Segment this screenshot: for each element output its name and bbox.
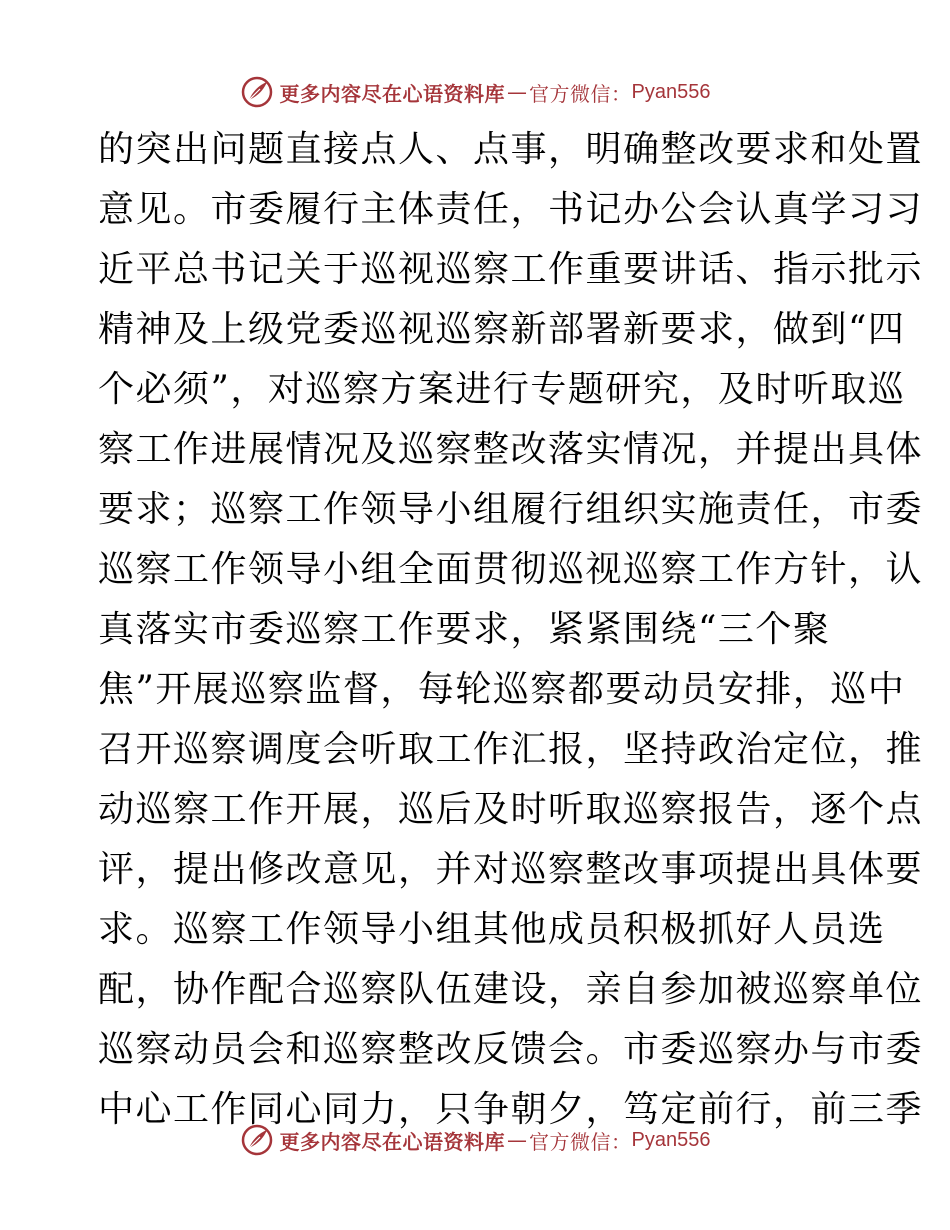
body-line: 配，协作配合巡察队伍建设，亲自参加被巡察单位 xyxy=(98,969,924,1010)
body-line: 察工作进展情况及巡察整改落实情况，并提出具体 xyxy=(98,429,924,470)
header-watermark xyxy=(0,72,950,112)
body-line: 精神及上级党委巡视巡察新部署新要求，做到“四 xyxy=(98,309,906,350)
body-line: 近平总书记关于巡视巡察工作重要讲话、指示批示 xyxy=(98,249,924,290)
watermark-brand: 更多内容尽在心语资料库 xyxy=(279,81,506,106)
watermark-contact-id: Pyan556 xyxy=(631,1128,711,1151)
feather-pen-logo-icon xyxy=(240,75,274,109)
watermark-contact-id: Pyan556 xyxy=(631,80,711,103)
feather-pen-logo-icon xyxy=(240,1123,274,1157)
watermark-separator: — xyxy=(507,80,528,104)
body-line: 意见。市委履行主体责任，书记办公会认真学习习 xyxy=(98,189,924,230)
body-line: 求。巡察工作领导小组其他成员积极抓好人员选 xyxy=(98,909,886,950)
body-line: 评，提出修改意见，并对巡察整改事项提出具体要 xyxy=(98,849,924,890)
watermark-contact-label: 官方微信： xyxy=(529,81,632,106)
footer-watermark xyxy=(0,1120,950,1160)
body-line: 要求；巡察工作领导小组履行组织实施责任，市委 xyxy=(98,489,924,530)
body-line: 巡察工作领导小组全面贯彻巡视巡察工作方针，认 xyxy=(98,549,924,590)
document-body xyxy=(98,120,924,1140)
body-line: 召开巡察调度会听取工作汇报，坚持政治定位，推 xyxy=(98,729,924,770)
watermark-contact-label: 官方微信： xyxy=(529,1129,632,1154)
watermark-separator: — xyxy=(507,1128,528,1152)
body-line: 真落实市委巡察工作要求，紧紧围绕“三个聚 xyxy=(98,609,831,650)
body-line: 动巡察工作开展，巡后及时听取巡察报告，逐个点 xyxy=(98,789,924,830)
body-line: 个必须”，对巡察方案进行专题研究，及时听取巡 xyxy=(98,369,906,410)
body-line: 焦”开展巡察监督，每轮巡察都要动员安排，巡中 xyxy=(98,669,906,710)
watermark-brand: 更多内容尽在心语资料库 xyxy=(279,1129,506,1154)
body-line: 的突出问题直接点人、点事，明确整改要求和处置 xyxy=(98,129,924,170)
body-line: 巡察动员会和巡察整改反馈会。市委巡察办与市委 xyxy=(98,1029,924,1070)
body-line: 中心工作同心同力，只争朝夕，笃定前行，前三季 xyxy=(98,1089,924,1130)
